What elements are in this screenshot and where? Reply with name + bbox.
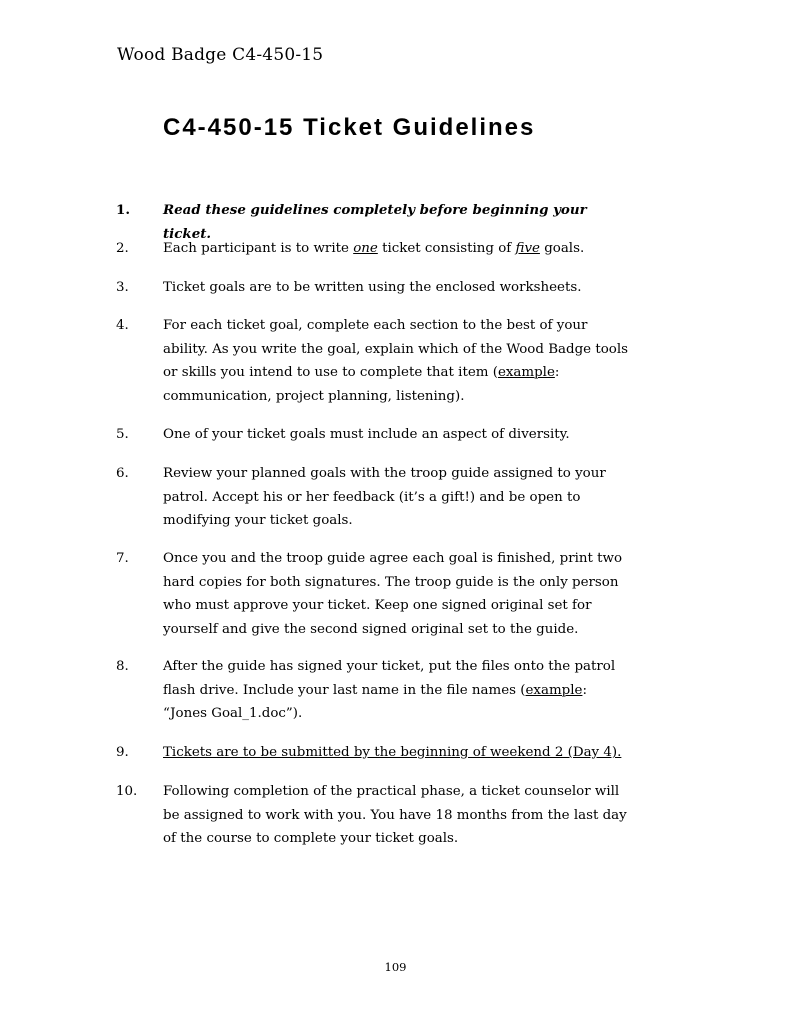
item-text: Ticket goals are to be written using the enclosed worksheets. xyxy=(163,280,582,295)
item-text: Read these guidelines completely before beginning your ticket. xyxy=(163,202,587,242)
emphasis-five: five xyxy=(515,241,540,256)
item-number: 8. xyxy=(116,659,129,674)
page-number: 109 xyxy=(384,960,407,974)
example-label: example xyxy=(525,682,583,698)
item-text-part: After the guide has signed your ticket, put the files onto the patrol flash drive. Include your last name in the file names ( xyxy=(163,659,616,698)
item-text xyxy=(163,655,633,726)
item-number: 7. xyxy=(116,551,129,566)
item-text-part: ticket consisting of xyxy=(377,241,516,256)
item-number: 4. xyxy=(116,318,129,333)
item-text xyxy=(163,237,633,261)
item-number: 6. xyxy=(116,466,129,481)
item-text-part: : communication, project planning, listening). xyxy=(163,365,560,404)
item-number: 3. xyxy=(116,280,129,295)
item-text-part: Each participant is to write xyxy=(163,241,354,256)
emphasis-one: one xyxy=(353,241,378,256)
item-number: 1. xyxy=(116,202,130,218)
item-text: Tickets are to be submitted by the beginning of weekend 2 (Day 4). xyxy=(163,745,622,760)
item-text: Following completion of the practical phase, a ticket counselor will be assigned to work with you. You have 18 months from the last day of the course to complete your ticket goals. xyxy=(163,784,627,846)
item-number: 2. xyxy=(116,241,129,256)
item-number: 10. xyxy=(116,784,138,799)
item-text: Review your planned goals with the troop guide assigned to your patrol. Accept his or her feedback (it’s a gift!) and be open to modifying your ticket goals. xyxy=(163,466,606,528)
running-header: Wood Badge C4-450-15 xyxy=(117,45,324,65)
example-label: example xyxy=(497,365,555,380)
item-text-part: For each ticket goal, complete each section to the best of your ability. As you write the goal, explain which of the Wood Badge tools or skills you intend to use to complete that item ( xyxy=(163,318,628,380)
item-text: One of your ticket goals must include an aspect of diversity. xyxy=(163,427,570,442)
item-text: Once you and the troop guide agree each goal is finished, print two hard copies for both signatures. The troop guide is the only person who must approve your ticket. Keep one signed original set for yourself and give the second signed original set to the guide. xyxy=(163,551,623,637)
item-number: 5. xyxy=(116,427,129,442)
item-number: 9. xyxy=(116,745,129,760)
page-title: C4-450-15 Ticket Guidelines xyxy=(163,114,536,141)
item-text xyxy=(163,314,633,408)
item-text-part: goals. xyxy=(539,241,585,256)
item-text-part: : “Jones Goal_1.doc”). xyxy=(163,682,587,721)
